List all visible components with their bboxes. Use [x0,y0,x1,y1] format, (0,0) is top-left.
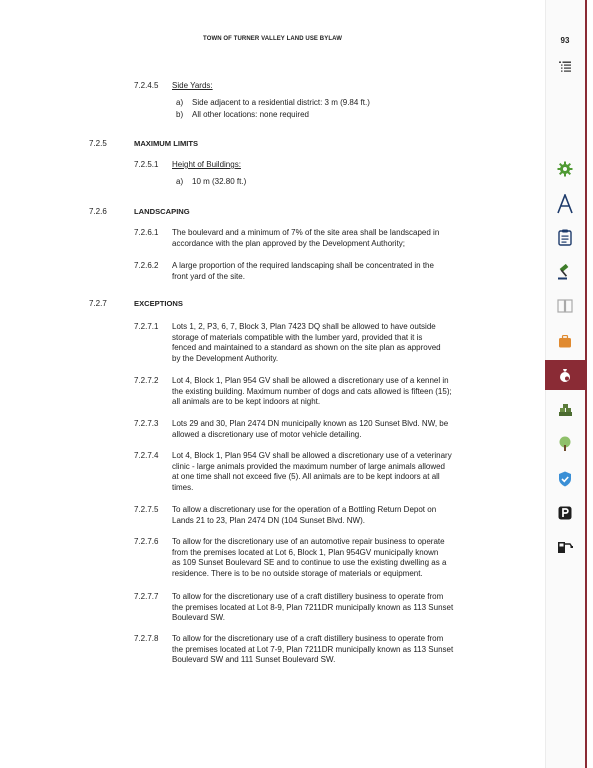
section-heading: MAXIMUM LIMITS [134,139,199,148]
page-number: 93 [560,36,570,45]
section-number: 7.2.7.8 [134,634,159,643]
list-item: a) Side adjacent to a residential district: 3 m (9.84 ft.) [176,98,370,107]
shield-check-icon[interactable] [545,464,585,494]
letter-a-icon[interactable] [545,189,585,219]
gear-icon[interactable] [545,154,585,184]
sidebar-edge [585,0,593,768]
section-text: To allow for the discretionary use of a craft distillery business to operate from the premises located at Lot 7-9, Plan 7211DR municipally known as 113 Sunset Boulevard SW and 111 Sunset Boulevard SW. [172,634,454,665]
section-number: 7.2.6 [89,207,107,216]
section-text: Lots 1, 2, P3, 6, 7, Block 3, Plan 7423 DQ shall be allowed to have outside storage of materials compatible with the lumber yard, provided that it is fenced and maintained to a standard as shown on the site plan as approved by the Development Authority. [172,322,441,363]
list-item: b) All other locations: none required [176,110,309,119]
tree-icon[interactable] [545,429,585,459]
gavel-icon[interactable] [545,257,585,287]
section-number: 7.2.7.5 [134,505,159,514]
buildings-icon[interactable] [545,395,585,425]
section-text: Lot 4, Block 1, Plan 954 GV shall be allowed a discretionary use of a veterinary clinic - large animals provided the maximum number of large animals allowed at one time shall not exceed five (5). All animals are to be kept indoors at all times. [172,451,452,492]
section-number: 7.2.6.1 [134,228,159,237]
briefcase-icon[interactable] [545,326,585,356]
section-text: The boulevard and a minimum of 7% of the site area shall be landscaped in accordance with the plan approved by the Development Authority; [172,228,440,248]
section-number: 7.2.7.2 [134,376,159,385]
section-heading: LANDSCAPING [134,207,190,216]
section-text: Lot 4, Block 1, Plan 954 GV shall be allowed a discretionary use of a kennel in the existing building. Maximum number of dogs and cats allowed is fifteen (15); all animals are to be kept indoors at night. [172,376,452,407]
book-icon[interactable] [545,291,585,321]
section-number: 7.2.7.6 [134,537,159,546]
section-title: Side Yards: [172,81,213,90]
clipboard-icon[interactable] [545,222,585,252]
page-header: TOWN OF TURNER VALLEY LAND USE BYLAW [203,36,342,42]
money-bag-icon[interactable] [545,360,585,390]
section-text: Lots 29 and 30, Plan 2474 DN municipally known as 120 Sunset Blvd. NW, be allowed a discretionary use of motor vehicle detailing. [172,419,449,439]
section-number: 7.2.7.7 [134,592,159,601]
section-number: 7.2.5 [89,139,107,148]
parking-icon[interactable] [545,498,585,528]
list-icon[interactable] [545,52,585,82]
section-number: 7.2.4.5 [134,81,159,90]
section-number: 7.2.7.1 [134,322,159,331]
section-text: To allow for the discretionary use of an automotive repair business to operate from the premises located at Lot 6, Block 1, Plan 954GV municipally known as 109 Sunset Boulevard SE and to continue to use the existing dwelling as a residence. There is to be no outside storage of materials or equipment. [172,537,447,578]
section-number: 7.2.7 [89,299,107,308]
section-heading: EXCEPTIONS [134,299,183,308]
section-text: To allow a discretionary use for the operation of a Bottling Return Depot on Lands 21 to 23, Plan 2474 DN (104 Sunset Blvd. NW). [172,505,437,525]
section-number: 7.2.7.3 [134,419,159,428]
section-number: 7.2.7.4 [134,451,159,460]
list-item: a) 10 m (32.80 ft.) [176,177,247,186]
section-number: 7.2.5.1 [134,160,159,169]
section-text: To allow for the discretionary use of a craft distillery business to operate from the premises located at Lot 8-9, Plan 7211DR municipally known as 113 Sunset Boulevard SW. [172,592,454,623]
gas-pump-icon[interactable] [545,532,585,562]
section-text: A large proportion of the required landscaping shall be concentrated in the front yard of the site. [172,261,434,281]
section-number: 7.2.6.2 [134,261,159,270]
section-title: Height of Buildings: [172,160,241,169]
